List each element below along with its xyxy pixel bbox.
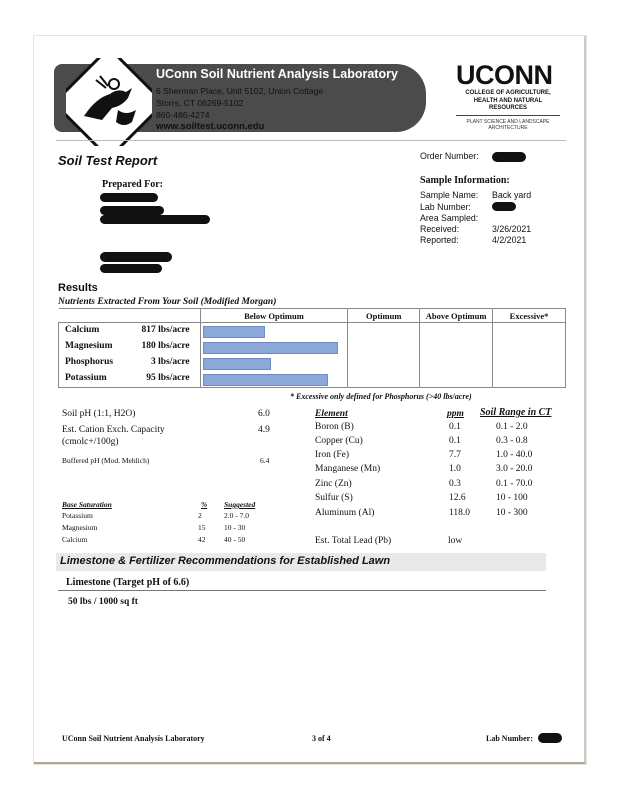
nutrient-amount: 817 lbs/acre (141, 325, 190, 335)
sample-name-label: Sample Name: (420, 190, 479, 200)
results-heading: Results (58, 282, 98, 294)
limestone-divider (58, 590, 546, 591)
nutrient-chart (58, 308, 566, 388)
footer-lab-name: UConn Soil Nutrient Analysis Laboratory (62, 734, 205, 743)
element-heading: Element (315, 409, 348, 419)
header-divider (56, 140, 566, 141)
micronutrient-element: Iron (Fe) (315, 450, 350, 460)
cec-label-line1: Est. Cation Exch. Capacity (62, 425, 165, 435)
micronutrient-element: Aluminum (Al) (315, 508, 375, 518)
department-line2: ARCHITECTURE (488, 125, 528, 131)
micronutrient-range: 0.3 - 0.8 (496, 436, 528, 446)
column-below-optimum: Below Optimum (200, 309, 348, 323)
area-sampled-label: Area Sampled: (420, 213, 479, 223)
reported-date: 4/2/2021 (492, 235, 527, 245)
micronutrient-range: 10 - 100 (496, 493, 528, 503)
nutrient-name: Phosphorus (65, 357, 114, 367)
micronutrient-ppm: 7.7 (449, 450, 461, 460)
base-saturation-name: Magnesium (62, 523, 98, 532)
college-name (452, 90, 564, 113)
micronutrient-range: 1.0 - 40.0 (496, 450, 533, 460)
micronutrient-element: Zinc (Zn) (315, 479, 352, 489)
soil-ph-value: 6.0 (258, 409, 270, 419)
micronutrient-ppm: 0.1 (449, 422, 461, 432)
column-above-optimum: Above Optimum (420, 309, 493, 323)
ppm-heading: ppm (447, 409, 464, 419)
base-saturation-suggested-heading: Suggested (224, 500, 256, 509)
base-saturation-pct: 2 (198, 511, 202, 520)
footer-lab-number-redaction (538, 733, 562, 743)
nutrient-bar (203, 358, 271, 370)
lab-logo-icon (66, 58, 152, 146)
base-saturation-range: 10 - 30 (224, 523, 246, 532)
nutrient-bar (203, 374, 328, 386)
micronutrient-ppm: 0.1 (449, 436, 461, 446)
micronutrient-range: 3.0 - 20.0 (496, 464, 533, 474)
limestone-label: Limestone (66, 577, 111, 588)
micronutrient-element: Copper (Cu) (315, 436, 363, 446)
nutrient-name: Magnesium (65, 341, 113, 351)
cec-value: 4.9 (258, 425, 270, 435)
footer-lab-number-label: Lab Number: (486, 734, 533, 743)
sample-name-value: Back yard (492, 190, 532, 200)
nutrient-row (59, 371, 566, 388)
lab-number-redaction (492, 202, 516, 211)
lab-address-line1: 6 Sherman Place, Unit 5102, Union Cottage (156, 86, 324, 96)
micronutrient-ppm: 12.6 (449, 493, 466, 503)
micronutrient-range: 0.1 - 70.0 (496, 479, 533, 489)
college-line3: RESOURCES (488, 105, 527, 111)
nutrient-row (59, 339, 566, 355)
nutrient-row (59, 355, 566, 371)
ct-range-heading: Soil Range in CT (480, 407, 552, 418)
cec-label-line2: (cmolc+/100g) (62, 437, 119, 447)
college-line1: COLLEGE OF AGRICULTURE, (465, 90, 551, 96)
nutrient-bar (203, 326, 265, 338)
micronutrient-ppm: 0.3 (449, 479, 461, 489)
base-saturation-name: Potassium (62, 511, 93, 520)
address-redaction-4 (100, 264, 162, 273)
column-excessive: Excessive* (493, 309, 566, 323)
lab-name: UConn Soil Nutrient Analysis Laboratory (156, 67, 398, 81)
lab-phone: 860-486-4274 (156, 110, 210, 120)
nutrient-amount: 3 lbs/acre (150, 357, 190, 367)
results-subheading: Nutrients Extracted From Your Soil (Modified Morgan) (58, 297, 277, 307)
limestone-heading (66, 577, 189, 588)
micronutrient-element: Sulfur (S) (315, 493, 353, 503)
reported-label: Reported: (420, 235, 459, 245)
buffer-ph-label: Buffered pH (Mod. Mehlich) (62, 456, 150, 465)
address-redaction-3 (100, 252, 172, 262)
excessive-footnote: * Excessive only defined for Phosphorus (>40 lbs/acre) (290, 392, 472, 401)
department-name (452, 119, 564, 131)
base-saturation-name: Calcium (62, 535, 88, 544)
micronutrient-element: Manganese (Mn) (315, 464, 381, 474)
department-line1: PLANT SCIENCE AND LANDSCAPE (466, 119, 550, 125)
base-saturation-pct: 15 (198, 523, 206, 532)
address-redaction-1 (100, 206, 164, 215)
lead-value: low (448, 536, 463, 546)
base-saturation-heading: Base Saturation (62, 500, 112, 509)
nutrient-name: Potassium (65, 373, 107, 383)
micronutrient-element: Boron (B) (315, 422, 354, 432)
limestone-target: (Target pH of 6.6) (112, 577, 190, 588)
base-saturation-range: 40 - 50 (224, 535, 246, 544)
micronutrient-ppm: 1.0 (449, 464, 461, 474)
address-redaction-2 (100, 215, 210, 224)
lead-label: Est. Total Lead (Pb) (315, 536, 392, 546)
micronutrient-range: 0.1 - 2.0 (496, 422, 528, 432)
soil-ph-label: Soil pH (1:1, H2O) (62, 409, 136, 419)
buffer-ph-value: 6.4 (260, 456, 270, 465)
page-title: Soil Test Report (58, 153, 158, 168)
uconn-logo: UCONN (456, 60, 553, 90)
name-redaction (100, 193, 158, 202)
base-saturation-pct: 42 (198, 535, 206, 544)
base-saturation-range: 2.0 - 7.0 (224, 511, 249, 520)
received-date: 3/26/2021 (492, 224, 532, 234)
page-number: 3 of 4 (312, 734, 331, 743)
nutrient-name: Calcium (65, 325, 100, 335)
lab-address-line2: Storrs, CT 06269-5102 (156, 98, 244, 108)
micronutrient-range: 10 - 300 (496, 508, 528, 518)
micronutrient-ppm: 118.0 (449, 508, 471, 518)
recommendations-heading: Limestone & Fertilizer Recommendations for Established Lawn (60, 555, 391, 567)
base-saturation-pct-heading: % (201, 500, 208, 509)
nutrient-row (59, 323, 566, 340)
nutrient-amount: 180 lbs/acre (141, 341, 190, 351)
sample-info-heading: Sample Information: (420, 175, 510, 186)
lab-website-link[interactable]: www.soiltest.uconn.edu (156, 121, 265, 132)
order-number-redaction (492, 152, 526, 162)
nutrient-bar (203, 342, 338, 354)
received-label: Received: (420, 224, 460, 234)
college-line2: HEALTH AND NATURAL (473, 97, 543, 104)
lab-number-label: Lab Number: (420, 202, 471, 212)
prepared-for-label: Prepared For: (102, 179, 164, 190)
order-number-label: Order Number: (420, 151, 479, 161)
column-optimum: Optimum (348, 309, 420, 323)
nutrient-amount: 95 lbs/acre (146, 373, 190, 383)
college-divider (456, 115, 560, 116)
limestone-amount: 50 lbs / 1000 sq ft (68, 597, 138, 607)
